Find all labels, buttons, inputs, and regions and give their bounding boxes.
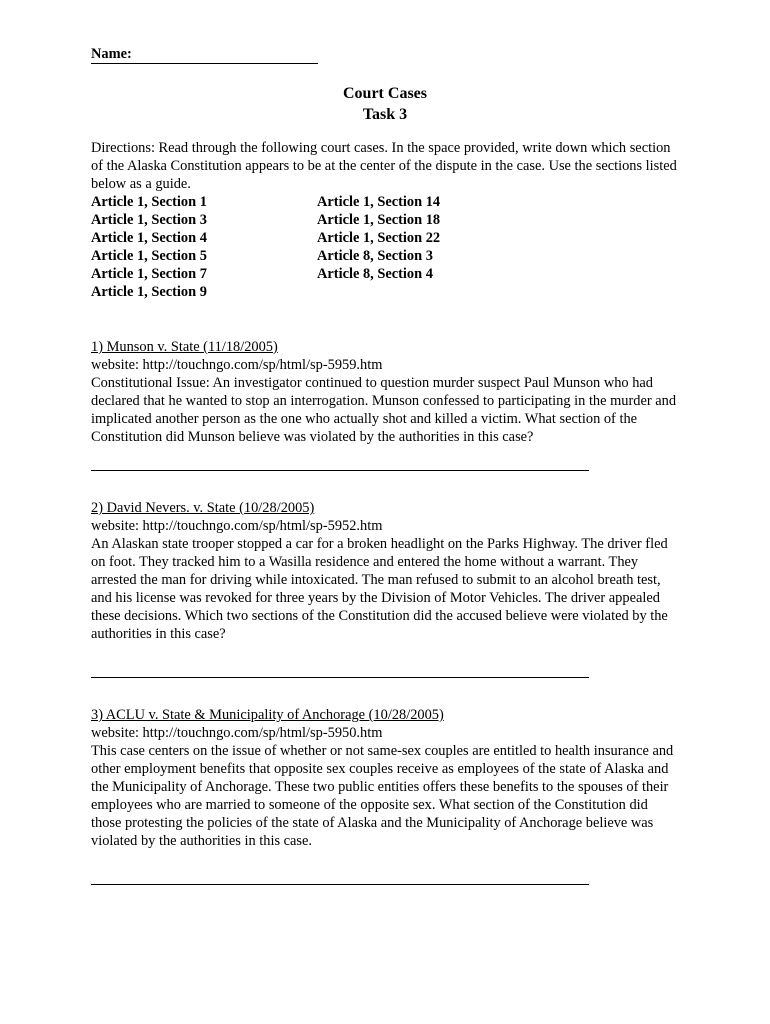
case-2	[91, 499, 681, 643]
worksheet-subtitle: Task 3	[362, 106, 408, 123]
case-website: website: http://touchngo.com/sp/html/sp-5959.htm	[91, 357, 383, 373]
section-item: Article 1, Section 22	[317, 230, 441, 246]
case-1	[91, 338, 681, 446]
case-title: 3) ACLU v. State & Municipality of Anchorage (10/28/2005)	[91, 707, 444, 723]
name-line	[91, 45, 691, 65]
name-label: Name:	[91, 46, 318, 64]
directions-text: Directions: Read through the following court cases. In the space provided, write down which section of the Alaska Constitution appears to be at the center of the dispute in the case. Use the sections listed below as a guide.	[91, 140, 677, 192]
case-title: 1) Munson v. State (11/18/2005)	[91, 339, 278, 355]
section-item: Article 8, Section 4	[317, 266, 433, 282]
case-body: An Alaskan state trooper stopped a car for a broken headlight on the Parks Highway. The driver fled on foot. They tracked him to a Wasilla residence and entered the home without a warrant. They arrested the man for driving while intoxicated. The man refused to submit to an alcohol breath test, and his license was revoked for three years by the Division of Motor Vehicles. The driver appealed these decisions. Which two sections of the Constitution did the accused believe were violated by the authorities in this case?	[91, 536, 668, 642]
section-item: Article 1, Section 1	[91, 194, 207, 210]
sections-left-column	[91, 193, 207, 301]
case-3	[91, 706, 681, 850]
section-item: Article 1, Section 9	[91, 284, 207, 300]
section-item: Article 1, Section 5	[91, 248, 207, 264]
section-item: Article 1, Section 14	[317, 194, 441, 210]
answer-line-2[interactable]	[91, 677, 589, 678]
sections-right-column	[317, 193, 440, 283]
section-item: Article 1, Section 3	[91, 212, 207, 228]
worksheet-title: Court Cases	[343, 85, 427, 102]
section-item: Article 1, Section 7	[91, 266, 207, 282]
answer-line-1[interactable]	[91, 470, 589, 471]
case-body: Constitutional Issue: An investigator continued to question murder suspect Paul Munson who had declared that he wanted to stop an interrogation. Munson confessed to participating in the murder and implicated another person as the one who actually shot and killed a victim. What section of the Constitution did Munson believe was violated by the authorities in this case?	[91, 375, 677, 445]
worksheet-page	[91, 45, 691, 885]
section-item: Article 1, Section 18	[317, 212, 441, 228]
section-item: Article 1, Section 4	[91, 230, 207, 246]
case-title: 2) David Nevers. v. State (10/28/2005)	[91, 500, 315, 516]
case-body: This case centers on the issue of whether or not same-sex couples are entitled to health insurance and other employment benefits that opposite sex couples receive as employees of the state of Alaska and the Municipality of Anchorage. These two public entities offers these benefits to the spouses of their employees who are married to someone of the opposite sex. What section of the Constitution did those protesting the policies of the state of Alaska and the Municipality of Anchorage believe was violated by the authorities in this case.	[91, 743, 674, 849]
case-website: website: http://touchngo.com/sp/html/sp-5952.htm	[91, 518, 383, 534]
answer-line-3[interactable]	[91, 884, 589, 885]
case-website: website: http://touchngo.com/sp/html/sp-5950.htm	[91, 725, 383, 741]
constitution-sections-list	[91, 193, 691, 301]
section-item: Article 8, Section 3	[317, 248, 433, 264]
